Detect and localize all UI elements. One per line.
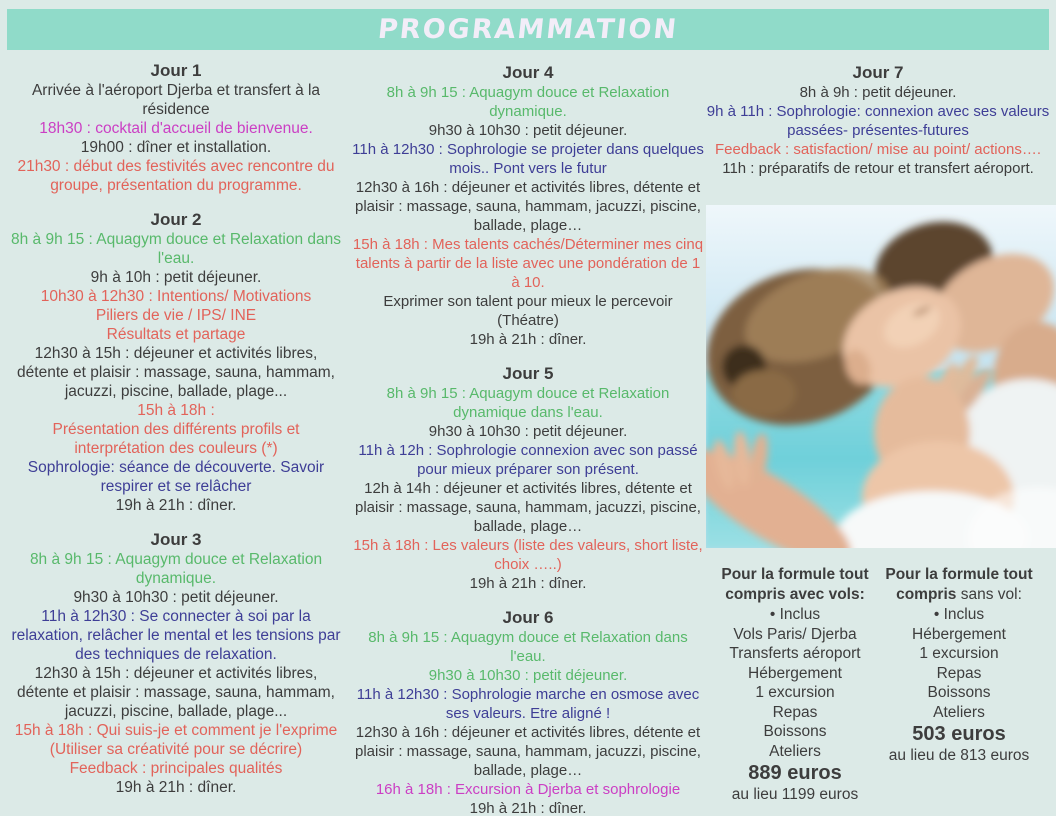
pricing-item: Transferts aéroport bbox=[729, 645, 861, 662]
schedule-entry: 12h30 à 15h : déjeuner et activités libres, détente et plaisir : massage, sauna, hammam, jacuzzi, piscine, ballade, plage... bbox=[17, 665, 335, 720]
schedule-entry: 11h à 12h30 : Sophrologie marche en osmose avec ses valeurs. Etre aligné ! bbox=[356, 686, 700, 722]
price-amount: 889 euros bbox=[748, 762, 842, 784]
schedule-entry: 15h à 18h : Qui suis-je et comment je l'exprime (Utiliser sa créativité pour se décrire) bbox=[14, 722, 338, 758]
pricing-item: • Inclus bbox=[769, 606, 821, 623]
schedule-entry: 9h30 à 10h30 : petit déjeuner. bbox=[73, 589, 279, 606]
day-heading: Jour 6 bbox=[502, 608, 554, 627]
schedule-column-1 bbox=[8, 60, 344, 797]
pricing-item: Vols Paris/ Djerba bbox=[733, 625, 857, 643]
day-heading: Jour 3 bbox=[150, 530, 202, 549]
schedule-entry: 8h à 9h 15 : Aquagym douce et Relaxation dynamique dans l'eau. bbox=[386, 385, 670, 421]
schedule-entry: 12h30 à 15h : déjeuner et activités libres, détente et plaisir : massage, sauna, hammam, jacuzzi, piscine, ballade, plage... bbox=[17, 345, 335, 400]
schedule-entry: Arrivée à l'aéroport Djerba et transfert à la résidence bbox=[31, 82, 321, 118]
schedule-entry: 19h à 21h : dîner. bbox=[469, 331, 587, 348]
schedule-entry: 12h à 14h : déjeuner et activités libres, détente et plaisir : massage, sauna, hammam, jacuzzi, piscine, ballade, plage… bbox=[355, 480, 701, 535]
header-band bbox=[7, 9, 1049, 50]
schedule-entry: 9h30 à 10h30 : petit déjeuner. bbox=[428, 667, 628, 684]
schedule-entry: 9h30 à 10h30 : petit déjeuner. bbox=[428, 423, 628, 440]
schedule-entry: 19h à 21h : dîner. bbox=[469, 800, 587, 816]
pricing-title-bold: Pour la formule tout compris avec vols: bbox=[721, 566, 869, 603]
pricing-block-without-flight bbox=[884, 565, 1034, 815]
relaxation-photo-art bbox=[706, 205, 1056, 548]
pricing-item: Hébergement bbox=[912, 625, 1006, 643]
schedule-entry: 11h à 12h : Sophrologie connexion avec son passé pour mieux préparer son présent. bbox=[358, 442, 698, 478]
pricing-item: 1 excursion bbox=[919, 645, 999, 662]
schedule-entry: Présentation des différents profils et interprétation des couleurs (*) bbox=[52, 421, 300, 457]
schedule-entry: Feedback : principales qualités bbox=[69, 760, 283, 777]
schedule-entry: 21h30 : début des festivités avec rencontre du groupe, présentation du programme. bbox=[17, 158, 335, 194]
schedule-entry: 8h à 9h 15 : Aquagym douce et Relaxation dans l'eau. bbox=[368, 629, 688, 665]
schedule-entry: 11h : préparatifs de retour et transfert aéroport. bbox=[722, 160, 1034, 177]
pricing-title bbox=[710, 565, 880, 604]
day-heading: Jour 7 bbox=[852, 63, 904, 82]
schedule-entry: 9h à 10h : petit déjeuner. bbox=[90, 269, 262, 286]
schedule-entry: 11h à 12h30 : Se connecter à soi par la relaxation, relâcher le mental et les tensions par des techniques de relaxation. bbox=[11, 608, 341, 663]
price-amount: 503 euros bbox=[912, 723, 1006, 745]
schedule-entry: 16h à 18h : Excursion à Djerba et sophrologie bbox=[375, 781, 681, 798]
schedule-entry: 18h30 : cocktail d'accueil de bienvenue. bbox=[39, 120, 313, 137]
schedule-entry: 8h à 9h 15 : Aquagym douce et Relaxation dans l'eau. bbox=[10, 231, 342, 267]
schedule-entry: 8h à 9h : petit déjeuner. bbox=[799, 84, 957, 101]
price-old-amount: au lieu 1199 euros bbox=[731, 786, 859, 803]
pricing-title bbox=[884, 565, 1034, 604]
schedule-entry: 11h à 12h30 : Sophrologie se projeter dans quelques mois.. Pont vers le futur bbox=[352, 141, 704, 177]
day-heading: Jour 1 bbox=[150, 61, 202, 80]
pricing-title-rest: sans vol: bbox=[956, 585, 1022, 603]
schedule-entry: 8h à 9h 15 : Aquagym douce et Relaxation dynamique. bbox=[29, 551, 323, 587]
day-heading: Jour 4 bbox=[502, 63, 554, 82]
schedule-entry: 9h à 11h : Sophrologie: connexion avec ses valeurs passées- présentes-futures bbox=[706, 103, 1050, 139]
relaxation-beach-photo bbox=[706, 205, 1056, 548]
pricing-block-with-flights bbox=[710, 565, 880, 815]
schedule-entry: Piliers de vie / IPS/ INE bbox=[95, 307, 257, 324]
schedule-entry: Sophrologie: séance de découverte. Savoir respirer et se relâcher bbox=[27, 459, 325, 495]
pricing-item: 1 excursion bbox=[755, 684, 835, 701]
pricing-item: Ateliers bbox=[933, 703, 985, 721]
pricing-item: Hébergement bbox=[748, 664, 842, 682]
schedule-entry: Résultats et partage bbox=[106, 326, 246, 343]
schedule-entry: Feedback : satisfaction/ mise au point/ actions…. bbox=[715, 141, 1041, 158]
schedule-entry: 19h à 21h : dîner. bbox=[469, 575, 587, 592]
schedule-entry: 19h00 : dîner et installation. bbox=[80, 139, 272, 156]
price-old-amount: au lieu de 813 euros bbox=[888, 747, 1030, 764]
day-heading: Jour 2 bbox=[150, 210, 202, 229]
page-title: PROGRAMMATION bbox=[376, 14, 680, 45]
schedule-entry: 15h à 18h : Les valeurs (liste des valeurs, short liste, choix …..) bbox=[353, 537, 703, 573]
schedule-entry: 19h à 21h : dîner. bbox=[115, 779, 237, 796]
pricing-item: Repas bbox=[936, 664, 982, 682]
pricing-title-bold: Pour la formule tout compris bbox=[885, 566, 1033, 603]
schedule-entry: Exprimer son talent pour mieux le percevoir (Théatre) bbox=[383, 293, 673, 329]
pricing-item: Ateliers bbox=[769, 742, 821, 760]
schedule-column-2 bbox=[352, 62, 704, 816]
schedule-entry: 15h à 18h : Mes talents cachés/Déterminer mes cinq talents à partir de la liste avec une pondération de 1 à 10. bbox=[352, 236, 704, 291]
schedule-entry: 15h à 18h : bbox=[137, 402, 215, 419]
schedule-entry: 19h à 21h : dîner. bbox=[115, 497, 237, 514]
pricing-item: Repas bbox=[772, 703, 818, 721]
schedule-entry: 12h30 à 16h : déjeuner et activités libres, détente et plaisir : massage, sauna, hammam, jacuzzi, piscine, ballade, plage… bbox=[355, 724, 701, 779]
day-heading: Jour 5 bbox=[502, 364, 554, 383]
pricing-item: Boissons bbox=[763, 723, 827, 740]
schedule-column-3 bbox=[704, 62, 1052, 178]
pricing-item: Boissons bbox=[927, 684, 991, 701]
schedule-entry: 8h à 9h 15 : Aquagym douce et Relaxation dynamique. bbox=[386, 84, 670, 120]
schedule-entry: 9h30 à 10h30 : petit déjeuner. bbox=[428, 122, 628, 139]
schedule-entry: 12h30 à 16h : déjeuner et activités libres, détente et plaisir : massage, sauna, hammam, jacuzzi, piscine, ballade, plage… bbox=[355, 179, 701, 234]
pricing-item: • Inclus bbox=[933, 606, 985, 623]
schedule-entry: 10h30 à 12h30 : Intentions/ Motivations bbox=[40, 288, 312, 305]
